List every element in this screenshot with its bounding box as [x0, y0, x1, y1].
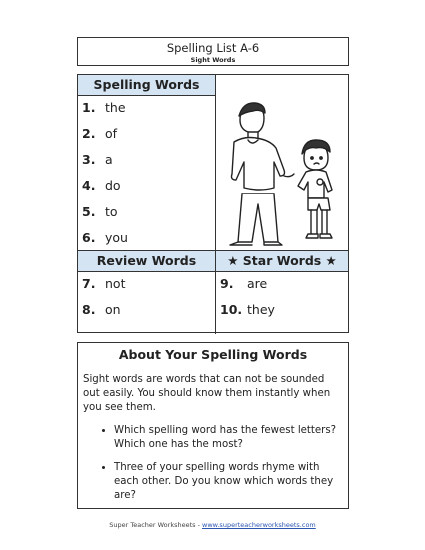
word-text: on — [105, 302, 121, 317]
word-number: 6. — [82, 230, 96, 245]
word-row-1 — [78, 95, 126, 121]
word-text: of — [105, 126, 118, 141]
footer-link[interactable]: www.superteacherworksheets.com — [202, 521, 316, 529]
word-number: 9. — [220, 276, 234, 291]
word-number: 3. — [82, 152, 96, 167]
footer — [0, 521, 425, 529]
about-box — [77, 342, 349, 509]
review-words-heading: Review Words — [78, 251, 215, 272]
spelling-words-heading: Spelling Words — [78, 75, 216, 96]
word-number: 5. — [82, 204, 96, 219]
page-title: Spelling List A-6 — [166, 41, 260, 55]
word-text: a — [105, 152, 113, 167]
question-list — [78, 424, 348, 503]
word-row-5 — [78, 199, 118, 225]
star-row-10 — [216, 297, 275, 323]
word-row-6 — [78, 225, 128, 251]
word-number: 2. — [82, 126, 96, 141]
review-row-7 — [78, 271, 125, 297]
word-text: they — [247, 302, 275, 317]
about-description: Sight words are words that can not be sounded out easily. You should know them instantly when you see them. — [83, 374, 331, 413]
star-row-9 — [216, 271, 267, 297]
question-item: • Three of your spelling words rhyme with each other. Do you know which words they are? — [114, 461, 348, 503]
word-row-2 — [78, 121, 117, 147]
title-box — [77, 37, 349, 66]
word-text: you — [105, 230, 128, 245]
word-text: do — [105, 178, 121, 193]
page-subtitle: Sight Words — [190, 56, 236, 64]
about-heading: About Your Spelling Words — [118, 347, 308, 362]
word-number: 4. — [82, 178, 96, 193]
word-number: 10. — [220, 302, 243, 317]
word-text: not — [105, 276, 126, 291]
word-number: 8. — [82, 302, 96, 317]
word-text: are — [247, 276, 268, 291]
word-number: 1. — [82, 100, 96, 115]
review-row-8 — [78, 297, 121, 323]
man-and-boy-illustration — [212, 96, 347, 246]
footer-prefix: Super Teacher Worksheets - — [109, 521, 203, 529]
star-words-heading: ★ Star Words ★ — [216, 251, 348, 272]
word-number: 7. — [82, 276, 96, 291]
question-item: • Which spelling word has the fewest letters? Which one has the most? — [114, 424, 348, 452]
word-text: to — [105, 204, 118, 219]
word-text: the — [105, 100, 126, 115]
word-row-4 — [78, 173, 121, 199]
word-row-3 — [78, 147, 113, 173]
